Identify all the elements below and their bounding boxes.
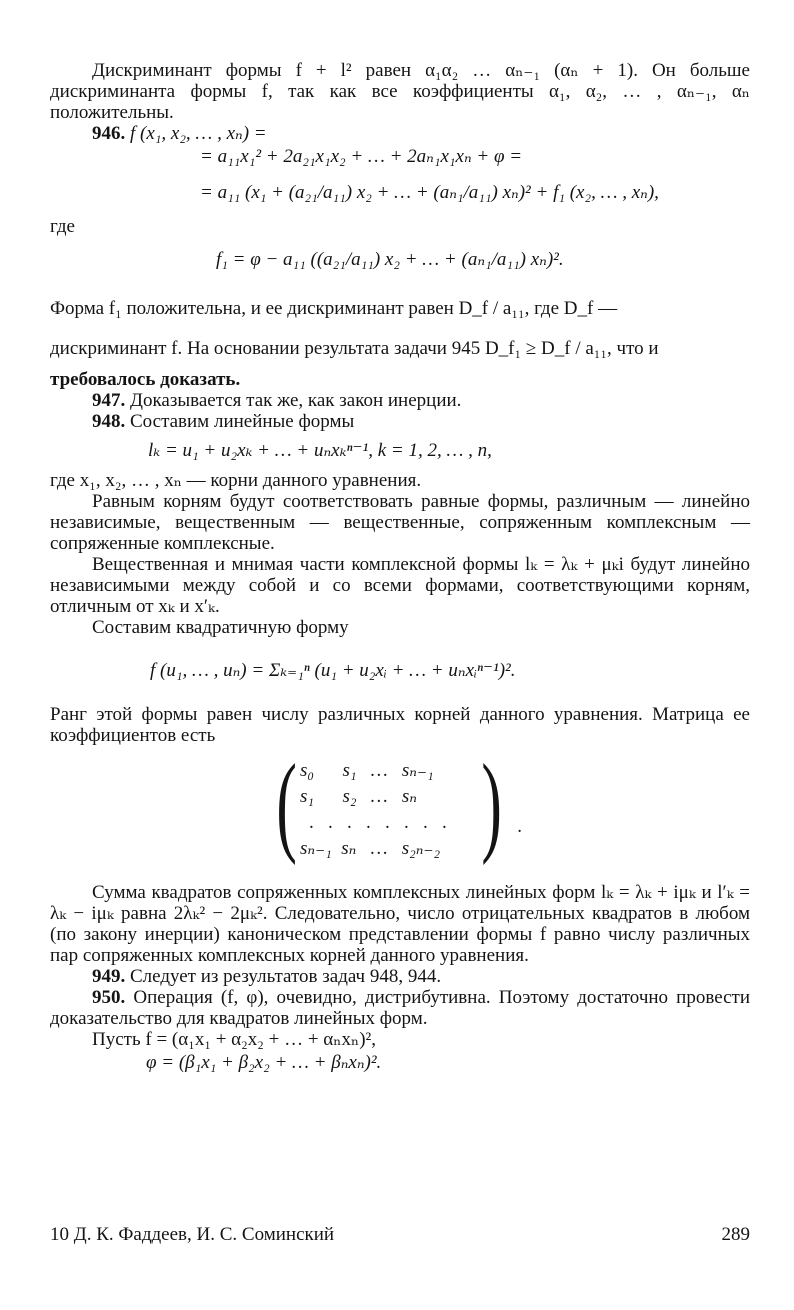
- page-content: [50, 60, 750, 1076]
- eq-f1: f₁ = φ − a₁₁ ((a₂₁/a₁₁) x₂ + … + (aₙ₁/a₁₁) xₙ)².: [216, 249, 564, 270]
- eq-946-line3: = a₁₁ (x₁ + (a₂₁/a₁₁) x₂ + … + (aₙ₁/a₁₁) xₙ)² + f₁ (x₂, … , xₙ),: [200, 182, 659, 203]
- paragraph-forma-f1-b: дискриминант f. На основании результата задачи 945 D_f₁ ≥ D_f / a₁₁, что и: [50, 338, 659, 359]
- paragraph-forma-f1-c: требовалось доказать.: [50, 369, 241, 390]
- matrix-row-4: sₙ₋₁ sₙ … s₂ₙ₋₂: [300, 838, 441, 859]
- right-parenthesis: ): [481, 742, 502, 866]
- paragraph-rang: Ранг этой формы равен числу различных корней данного уравнения. Матрица ее коэффициентов есть: [50, 704, 750, 746]
- word-gde-1: где: [50, 216, 75, 237]
- paragraph-ravnym: Равным корням будут соответствовать равные формы, различным — линейно независимые, вещественным — вещественные, сопряженным комплексным — сопряженные комплексные.: [50, 491, 750, 554]
- matrix-row-1: s₀ s₁ … sₙ₋₁: [300, 760, 434, 781]
- problem-948-text: Составим линейные формы: [130, 411, 355, 432]
- problem-number-949: 949.: [92, 966, 126, 987]
- matrix-trailing-dot: .: [517, 816, 522, 837]
- problem-947-text: Доказывается так же, как закон инерции.: [130, 390, 462, 411]
- coefficient-matrix: [276, 742, 522, 874]
- paragraph-discriminant: Дискриминант формы f + l² равен α₁α₂ … αₙ₋₁ (αₙ + 1). Он больше дискриминанта формы f, так как все коэффициенты α₁, α₂, … , αₙ₋₁, αₙ положительны.: [50, 60, 750, 123]
- paragraph-sostavim: Составим квадратичную форму: [92, 617, 349, 638]
- paragraph-forma-f1-a: Форма f₁ положительна, и ее дискриминант равен D_f / a₁₁, где D_f —: [50, 298, 618, 319]
- eq-946-line2: = a₁₁x₁² + 2a₂₁x₁x₂ + … + 2aₙ₁x₁xₙ + φ =: [200, 146, 523, 167]
- eq-946-lhs: f (x₁, x₂, … , xₙ) =: [130, 123, 267, 144]
- problem-949-text: Следует из результатов задач 948, 944.: [130, 966, 442, 987]
- page-number: 289: [721, 1224, 750, 1245]
- matrix-row-2: s₁ s₂ … sₙ: [300, 786, 417, 807]
- problem-number-948: 948.: [92, 411, 126, 432]
- problem-950-text: Операция (f, φ), очевидно, дистрибутивна. Поэтому достаточно провести доказательство для квадратов линейных форм.: [50, 987, 751, 1029]
- problem-950: [50, 987, 750, 1029]
- problem-947: [50, 390, 750, 411]
- signature-mark: 10 Д. К. Фаддеев, И. С. Соминский: [50, 1224, 335, 1245]
- problem-number-947: 947.: [92, 390, 126, 411]
- eq-phi: φ = (β₁x₁ + β₂x₂ + … + βₙxₙ)².: [146, 1052, 382, 1073]
- problem-949: [50, 966, 750, 987]
- paragraph-pust: Пусть f = (α₁x₁ + α₂x₂ + … + αₙxₙ)²,: [92, 1029, 376, 1050]
- paragraph-gde-2: где x₁, x₂, … , xₙ — корни данного уравнения.: [50, 470, 422, 491]
- problem-948: [50, 411, 750, 432]
- matrix-row-3: . . . . . . . .: [300, 812, 448, 833]
- eq-lk: lₖ = u₁ + u₂xₖ + … + uₙxₖⁿ⁻¹, k = 1, 2, … , n,: [148, 440, 492, 461]
- paragraph-veshestvennaya: Вещественная и мнимая части комплексной формы lₖ = λₖ + μₖi будут линейно независимыми между собой и со всеми формами, соответствующими корням, отличным от xₖ и x′ₖ.: [50, 554, 750, 617]
- paragraph-summa: Сумма квадратов сопряженных комплексных линейных форм lₖ = λₖ + iμₖ и l′ₖ = λₖ − iμₖ равна 2λₖ² − 2μₖ². Следовательно, число отрицательных квадратов в любом (по закону инерции) каноническом представлении формы f равно числу различных пар сопряженных комплексных корней данного уравнения.: [50, 882, 750, 966]
- problem-946-line: [50, 123, 750, 144]
- eq-f-u: f (u₁, … , uₙ) = Σₖ₌₁ⁿ (u₁ + u₂xᵢ + … + uₙxᵢⁿ⁻¹)².: [150, 660, 516, 681]
- problem-number-946: 946.: [92, 123, 126, 144]
- problem-number-950: 950.: [92, 987, 126, 1008]
- left-parenthesis: (: [276, 742, 297, 866]
